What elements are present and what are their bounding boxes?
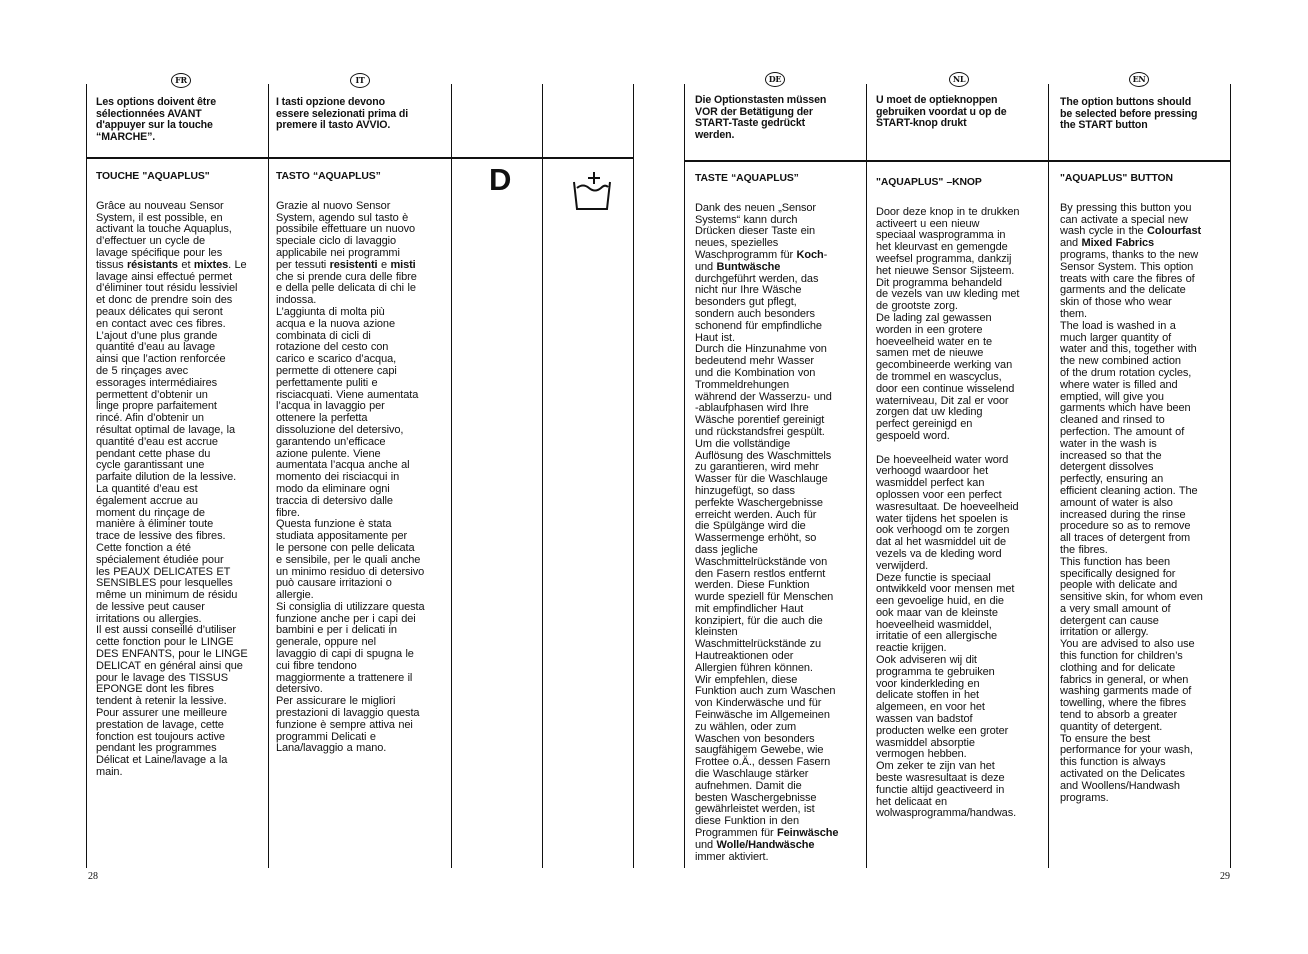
lang-badge-fr: FR xyxy=(171,73,191,88)
body-text: Grâce au nouveau Sensor System, il est possible, en activant la touche Aquaplus, d’effectuer un cycle de lavage spécifique pour les tissus xyxy=(96,199,232,271)
column-rule xyxy=(451,84,452,868)
body-text: - und xyxy=(695,248,828,273)
lang-badge-nl: NL xyxy=(949,72,969,87)
section-heading-en: "AQUAPLUS" BUTTON xyxy=(1060,173,1173,184)
body-text: programs, thanks to the new Sensor System. This option treats with care the fibres of garments and the delicate skin of those who wear them. The load is washed in a much larger quantity of water and this, together with the new combined action of the drum rotation cycles, where water is filled and emptied, will give you garments which have been cleaned and rinsed to perfection. The amount of water in the wash is increased so that the detergent dissolves perfectly, ensuring an efficient cleaning action. The amount of water is also increased during the rinse procedure so as to remove all traces of detergent from the fibres. This function has been specifically designed for people with delicate and sensitive skin, for whom even a very small amount of detergent can cause irritation or allergy. You are advised to also use this function for children’s clothing and for delicate fabrics in general, or when washing garments made of towelling, where the fibres tend to absorb a greater quantity of detergent. To ensure the best performance for your wash, this function is always activated on the Delicates and Woollens/Handwash programs. xyxy=(1060,248,1203,804)
body-text: Dank des neuen „Sensor Systems“ kann durch Drücken dieser Taste ein neues, spezielles Waschprogramm für xyxy=(695,201,816,261)
body-bold-text: Feinwäsche xyxy=(777,827,839,840)
section-heading-de: TASTE “AQUAPLUS” xyxy=(695,173,799,184)
body-text: che si prende cura delle fibre e della pelle delicata di chi le indossa. L’aggiunta di molta più acqua e la nuova azione combinata di cicli di rotazione del cesto con carico e scarico d’acqua, permette di ottenere capi perfettamente puliti e risciacquati. Viene aumentata l’acqua in lavaggio per ottenere la perfetta dissoluzione del detersivo, garantendo un’efficace azione pulente. Viene aumentata l’acqua anche al momento dei risciacqui in modo da eliminare ogni traccia di detersivo dalle fibre. Questa funzione è stata studiata appositamente per le persone con pelle delicata e sensibile, per le quali anche un minimo residuo di detersivo può causare irritazioni o allergie. Si consiglia di utilizzare questa funzione anche per i capi dei bambini e per i delicati in generale, oppure nel lavaggio di capi di spugna le cui fibre tendono maggiormente a trattenere il detersivo. Per assicurare le migliori prestazioni di lavaggio questa funzione è sempre attiva nei programmi Delicati e Lana/lavaggio a mano. xyxy=(276,270,425,755)
body-text: durchgeführt werden, das nicht nur Ihre Wäsche besonders gut pflegt, sondern auch besonders schonend für empfindliche Haut ist. Durch die Hinzunahme von bedeutend mehr Wasser und die Kombination von Trommeldrehungen während der Wasserzu- und -ablaufphasen wird Ihre Wäsche porentief gereinigt und rückstandsfrei gespült. Um die vollständige Auflösung des Waschmittels zu garantieren, wird mehr Wasser für die Waschlauge hinzugefügt, so dass perfekte Waschergebnisse erreicht werden. Auch für die Spülgänge wird die Wassermenge erhöht, so dass jegliche Waschmittelrückstände von den Fasern restlos entfernt werden. Diese Funktion wurde speziell für Menschen mit empfindlicher Haut konzipiert, für die auch die kleinsten Waschmittelrückstände zu Hautreaktionen oder Allergien führen können. Wir empfehlen, diese Funktion auch zum Waschen von Kinderwäsche und für Feinwäsche im Allgemeinen zu wählen, oder zum Waschen von besonders saugfähigem Gewebe, wie Frottee o.Ä., dessen Fasern die Waschlauge stärker aufnehmen. Damit die besten Waschergebnisse gewährleistet werden, ist diese Funktion in den Programmen für xyxy=(695,272,836,840)
body-text: et xyxy=(177,258,194,271)
section-it xyxy=(276,171,448,755)
wash-tub-plus-icon xyxy=(572,170,612,212)
section-fr xyxy=(96,171,264,779)
body-bold-text: Colourfast xyxy=(1147,225,1202,238)
column-rule xyxy=(86,84,87,868)
section-body-it xyxy=(276,201,448,755)
body-text: Grazie al nuovo Sensor System, agendo sul tasto è possibile effettuare un nuovo speciale ciclo di lavaggio applicabile nei programmi per tessuti xyxy=(276,199,416,271)
column-rule xyxy=(633,84,634,868)
body-bold-text: Wolle/Handwäsche xyxy=(716,838,815,851)
body-bold-text: résistants xyxy=(126,258,178,271)
lang-badge-de: DE xyxy=(765,72,785,87)
body-text: By pressing this button you can activate a special new wash cycle in the xyxy=(1060,201,1192,238)
page-number-left: 28 xyxy=(88,871,98,882)
body-bold-text: Koch xyxy=(796,248,824,261)
intro-it: I tasti opzione devono essere selezionati prima di premere il tasto AVVIO. xyxy=(276,96,409,132)
intro-fr: Les options doivent être sélectionnées AVANT d'appuyer sur la touche “MARCHE”. xyxy=(96,96,217,143)
body-bold-text: Mixed Fabrics xyxy=(1081,237,1155,250)
body-text: and xyxy=(1060,237,1079,250)
body-bold-text: resistenti xyxy=(329,258,378,271)
column-rule xyxy=(1230,84,1231,868)
header-rule xyxy=(86,157,634,159)
body-bold-text: misti xyxy=(390,258,416,271)
section-en xyxy=(1060,173,1226,804)
body-text: immer aktiviert. xyxy=(695,850,769,863)
body-text: und xyxy=(695,838,714,851)
body-bold-text: mixtes xyxy=(193,258,229,271)
page-number-right: 29 xyxy=(1220,871,1230,882)
section-body-fr xyxy=(96,201,264,779)
section-de xyxy=(695,173,863,863)
section-body-en xyxy=(1060,203,1226,805)
body-bold-text: Buntwäsche xyxy=(716,260,781,273)
header-rule xyxy=(684,160,1231,162)
lang-badge-it: IT xyxy=(350,73,370,88)
section-body-nl: Door deze knop in te drukken activeert u een nieuw speciaal wasprogramma in het kleurvast en gemengde weefsel programma, dankzij het nieuwe Sensor Sijsteem. Dit programma behandeld de vezels van uw kleding met de grootste zorg. De lading zal gewassen worden in een grotere hoeveelheid water en te samen met de nieuwe gecombineerde werking van de trommel en wascyclus, door een continue wisselend waterniveau, Dit zal er voor zorgen dat uw kleding perfect gereinigd en gespoeld word. De hoeveelheid water word verhoogd waardoor het wasmiddel perfect kan oplossen voor een perfect wasresultaat. De hoeveelheid water tijdens het spoelen is ook verhoogd om te zorgen dat al het wasmiddel uit de vezels va de kleding word verwijderd. Deze functie is speciaal ontwikkeld voor mensen met een gevoelige huid, en die ook maar van de kleinste hoeveelheid wasmiddel, irritatie of een allergische reactie krijgen. Ook adviseren wij dit programma te gebruiken voor kinderkleding en delicate stoffen in het algemeen, en voor het wassen van badstof producten welke een groter wasmiddel absorptie vermogen hebben. Om zeker te zijn van het beste wasresultaat is deze functie altijd geactiveerd in het delicaat en wolwasprogramma/handwas. xyxy=(876,205,1020,820)
intro-en: The option buttons should be selected before pressing the START button xyxy=(1060,96,1198,132)
section-heading-nl: "AQUAPLUS" –KNOP xyxy=(876,177,982,188)
column-rule xyxy=(542,84,543,868)
section-heading-it: TASTO “AQUAPLUS” xyxy=(276,171,381,182)
section-body-de xyxy=(695,203,863,864)
section-letter: D xyxy=(489,162,512,197)
column-rule xyxy=(866,84,867,868)
lang-badge-en: EN xyxy=(1129,72,1149,87)
intro-de: Die Optionstasten müssen VOR der Betätigung der START-Taste gedrückt werden. xyxy=(695,94,827,141)
intro-nl: U moet de optieknoppen gebruiken voordat u op de START-knop drukt xyxy=(876,94,1007,130)
section-heading-fr: TOUCHE "AQUAPLUS" xyxy=(96,171,210,182)
body-text: . Le lavage ainsi effectué permet d’éliminer tout résidu lessiviel et donc de prendre soin des peaux délicates qui seront en contact avec ces fibres. L’ajout d’une plus grande quantité d’eau au lavage ainsi que l’action renforcée de 5 rinçages avec essorages intermédiaires permettent d’obtenir un linge propre parfaitement rincé. Afin d’obtenir un résultat optimal de lavage, la quantité d’eau est accrue pendant cette phase du cycle garantissant une parfaite dilution de la lessive. La quantité d’eau est également accrue au moment du rinçage de manière à éliminer toute trace de lessive des fibres. Cette fonction a été spécialement étudiée pour les PEAUX DELICATES ET SENSIBLES pour lesquelles même un minimum de résidu de lessive peut causer irritations ou allergies. Il est aussi conseillé d’utiliser cette fonction pour le LINGE DES ENFANTS, pour le LINGE DELICAT en général ainsi que pour le lavage des TISSUS EPONGE dont les fibres tendent à retenir la lessive. Pour assurer une meilleure prestation de lavage, cette fonction est toujours active pendant les programmes Délicat et Laine/lavage a la main. xyxy=(96,258,248,779)
section-nl xyxy=(876,177,1044,820)
column-rule xyxy=(1048,84,1049,868)
body-text: e xyxy=(377,258,391,271)
column-rule xyxy=(268,84,269,868)
column-rule xyxy=(684,84,685,868)
